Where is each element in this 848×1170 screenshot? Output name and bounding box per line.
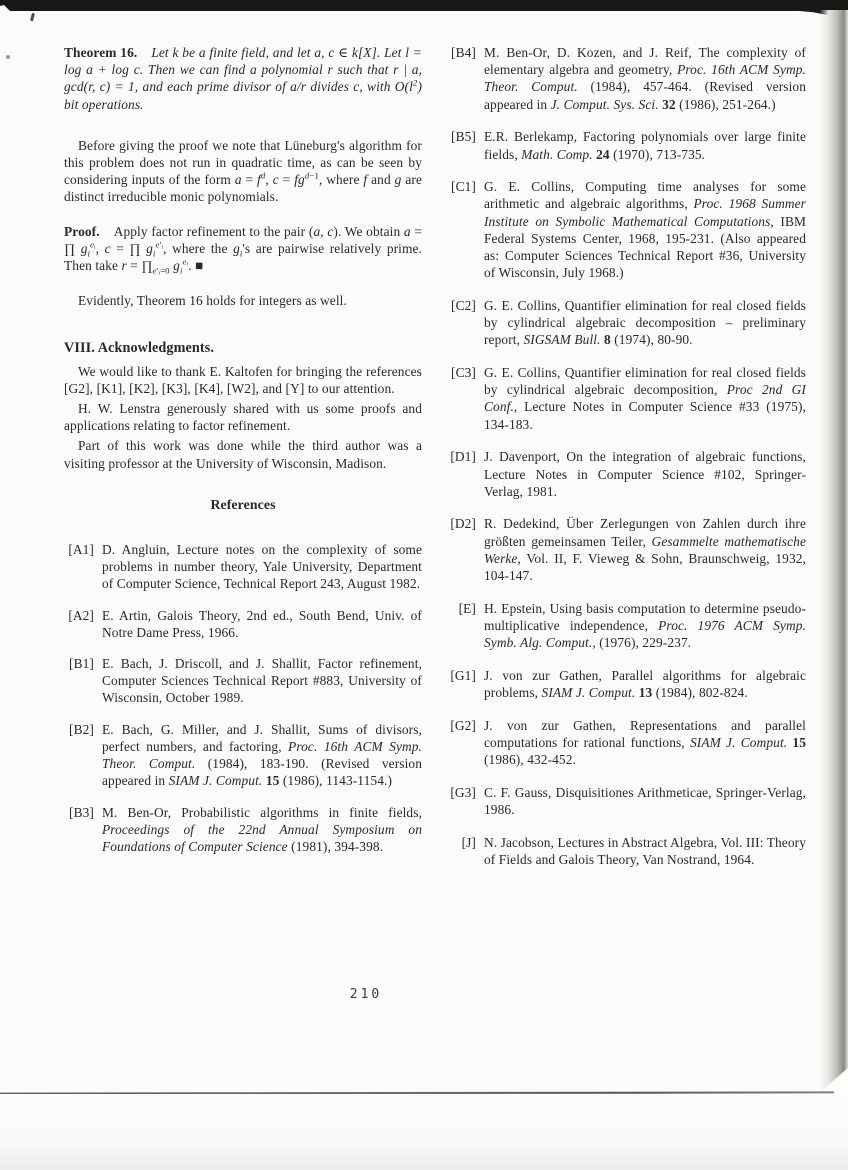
scan-speck: [6, 55, 10, 59]
proof-paragraph: [64, 223, 422, 275]
reference-label: [J]: [461, 834, 476, 850]
reference-label: [D2]: [450, 516, 476, 532]
theorem-paragraph: [64, 44, 422, 113]
reference-text: D. Angluin, Lecture notes on the complexity of some problems in number theory, Yale University, Department of Computer Science, Technical Report 243, August 1982.: [102, 542, 422, 592]
acknowledgments-paragraph-2: H. W. Lenstra generously shared with us some proofs and applications relating to factor refinement.: [64, 401, 422, 434]
reference-text: G. E. Collins, Quantifier elimination for real closed fields by cylindrical algebraic decomposition, Proc 2nd GI Conf., Lecture Notes in Computer Science #33 (1975), 134-183.: [484, 365, 806, 432]
reference-entry: [446, 364, 806, 433]
reference-entry: [446, 128, 806, 162]
reference-label: [E]: [458, 600, 476, 616]
paragraph-luneburg: Before giving the proof we note that Lüneburg's algorithm for this problem does not run in quadratic time, as can be seen by considering inputs of the form $a = f^d$, $c = fg^{d-1}$, where f and g are distinct irreducible monic polynomials.: [64, 137, 422, 205]
theorem-body: Let k be a finite field, and let a, c ∈ k[X]. Let l = log a + log c. Then we can find a polynomial r such that r | a, gcd(r, c) = 1, and each prime divisor of a/r divides c, with $O(l^2)$ bit operations.: [64, 45, 422, 112]
reference-entry: [446, 297, 806, 349]
reference-entry: [446, 667, 806, 701]
reference-label: [G3]: [450, 784, 476, 800]
left-column: [64, 44, 422, 869]
reference-entry: [446, 784, 806, 818]
reference-text: M. Ben-Or, D. Kozen, and J. Reif, The complexity of elementary algebra and geometry, Proc. 16th ACM Symp. Theor. Comput. (1984), 457-464. (Revised version appeared in J. Comput. Sys. Sci. 32 (1986), 251-264.): [484, 45, 806, 112]
reference-text: J. Davenport, On the integration of algebraic functions, Lecture Notes in Computer Science #102, Springer-Verlag, 1981.: [484, 449, 806, 499]
reference-entry: [446, 834, 806, 868]
reference-label: [B1]: [69, 656, 94, 672]
reference-text: M. Ben-Or, Probabilistic algorithms in finite fields, Proceedings of the 22nd Annual Symposium on Foundations of Computer Science (1981), 394-398.: [102, 804, 422, 854]
scanned-page: [0, 10, 826, 1092]
page-right-edge-shadow: [820, 10, 848, 1095]
references-title: References: [210, 496, 276, 512]
scanner-background: [0, 1094, 848, 1170]
right-column: [446, 44, 806, 884]
reference-entry: [446, 515, 806, 584]
reference-text: C. F. Gauss, Disquisitiones Arithmeticae, Springer-Verlag, 1986.: [484, 784, 806, 818]
reference-entry: [64, 804, 422, 856]
acknowledgments-paragraph-1: We would like to thank E. Kaltofen for bringing the references [G2], [K1], [K2], [K3], [K4], [W2], and [Y] to our attention.: [64, 363, 422, 396]
reference-entry: [446, 44, 806, 113]
reference-label: [B4]: [451, 45, 476, 60]
reference-text: E.R. Berlekamp, Factoring polynomials over large finite fields, Math. Comp. 24 (1970), 713-735.: [484, 129, 806, 162]
reference-text: G. E. Collins, Computing time analyses for some arithmetic and algebraic algorithms, Proc. 1968 Summer Institute on Symbolic Mathematical Computations, IBM Federal Systems Center, 1968, 195-231. (Also appeared as: Computer Sciences Technical Report #36, University of Wisconsin, July 1968.): [484, 179, 806, 281]
reference-label: [C2]: [451, 297, 476, 313]
scan-edge-top-bar: [0, 0, 848, 11]
reference-text: J. von zur Gathen, Representations and parallel computations for rational functions, SIAM J. Comput. 15 (1986), 432-452.: [484, 717, 807, 768]
reference-entry: [446, 717, 806, 769]
reference-label: [B2]: [69, 721, 94, 737]
reference-entry: [64, 607, 422, 641]
proof-label: Proof.: [64, 223, 100, 239]
evidently-note: Evidently, Theorem 16 holds for integers as well.: [78, 293, 347, 309]
reference-entry: [64, 721, 422, 790]
reference-text: J. von zur Gathen, Parallel algorithms for algebraic problems, SIAM J. Comput. 13 (1984), 802-824.: [484, 667, 806, 701]
reference-label: [A2]: [68, 607, 94, 623]
reference-label: [A1]: [68, 542, 94, 558]
proof-body: Apply factor refinement to the pair (a, c). We obtain a = ∏ $g_i^{eᵢ}$, c = ∏ $g_i^{e'ᵢ}$, where the $g_i's$ are pairwise relatively prime. Then take $r = \prod_{e'ᵢ=0}$ $g_i^{eᵢ}$. ■: [64, 223, 422, 276]
reference-label: [C3]: [451, 365, 476, 381]
reference-text: G. E. Collins, Quantifier elimination for real closed fields by cylindrical algebraic decomposition – preliminary report, SIGSAM Bull. 8 (1974), 80-90.: [484, 297, 806, 348]
acknowledgments-heading: VIII. Acknowledgments.: [64, 340, 215, 357]
page-number: 210: [349, 987, 383, 1002]
theorem-label: Theorem 16.: [64, 45, 138, 60]
reference-label: [C1]: [451, 179, 476, 195]
reference-text: E. Bach, G. Miller, and J. Shallit, Sums of divisors, perfect numbers, and factoring, Proc. 16th ACM Symp. Theor. Comput. (1984), 183-190. (Revised version appeared in SIAM J. Comput. 15 (1986), 1143-1154.): [102, 721, 423, 789]
acknowledgments-paragraph-3: Part of this work was done while the third author was a visiting professor at the University of Wisconsin, Madison.: [64, 438, 422, 471]
reference-text: E. Artin, Galois Theory, 2nd ed., South Bend, Univ. of Notre Dame Press, 1966.: [102, 607, 422, 640]
reference-text: H. Epstein, Using basis computation to determine pseudo-multiplicative independence, Proc. 1976 ACM Symp. Symb. Alg. Comput., (1976), 229-237.: [484, 600, 806, 651]
reference-entry: [446, 178, 806, 281]
reference-label: [D1]: [450, 449, 476, 465]
reference-text: N. Jacobson, Lectures in Abstract Algebra, Vol. III: Theory of Fields and Galois Theory, Van Nostrand, 1964.: [484, 834, 806, 868]
reference-entry: [64, 541, 422, 593]
reference-label: [G1]: [450, 667, 476, 683]
reference-label: [B3]: [69, 804, 94, 820]
reference-list-left: [64, 541, 422, 855]
reference-entry: [64, 655, 422, 707]
reference-entry: [446, 448, 806, 500]
reference-text: E. Bach, J. Driscoll, and J. Shallit, Factor refinement, Computer Sciences Technical Report #883, University of Wisconsin, October 1989.: [102, 656, 422, 706]
reference-label: [G2]: [450, 717, 476, 733]
reference-label: [B5]: [451, 129, 476, 145]
reference-entry: [446, 600, 806, 652]
reference-list-right: [446, 44, 806, 868]
reference-text: R. Dedekind, Über Zerlegungen von Zahlen durch ihre größten gemeinsamen Teiler, Gesammelte mathematische Werke, Vol. II, F. Vieweg & Sohn, Braunschweig, 1932, 104-147.: [484, 516, 806, 584]
